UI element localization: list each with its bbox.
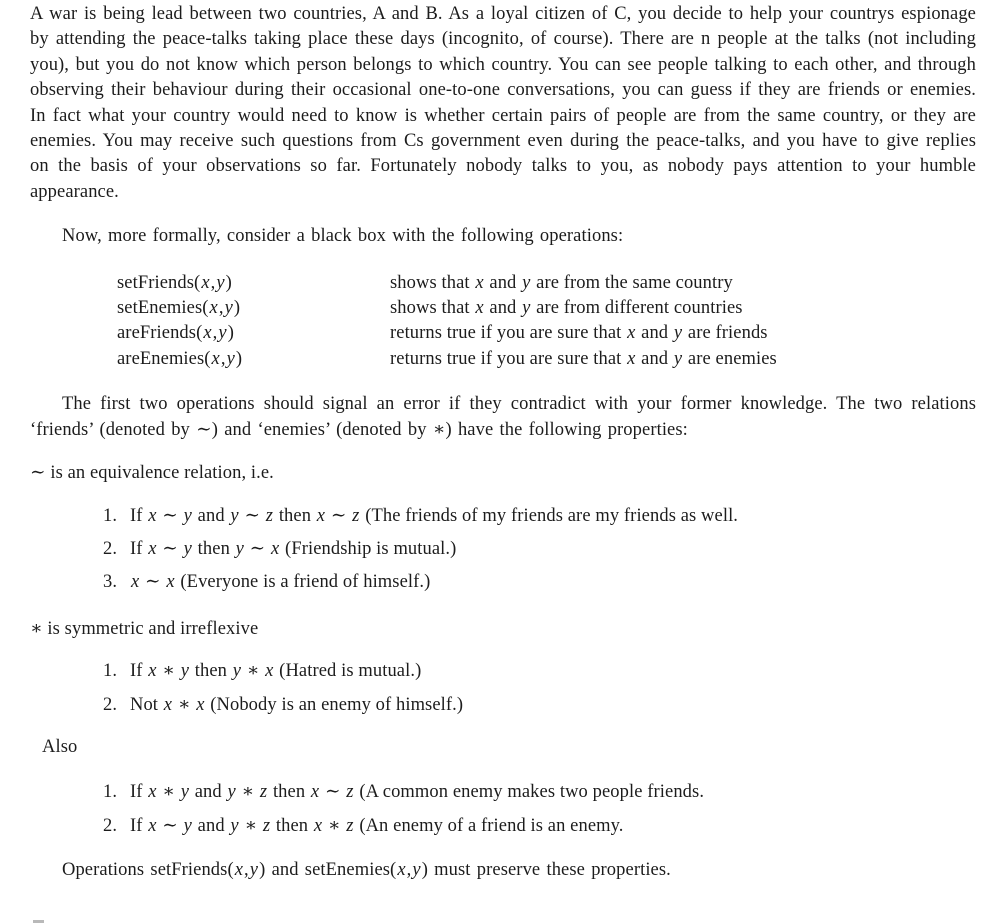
text-segment: ∼: [140, 572, 166, 593]
math-var: y: [673, 323, 683, 344]
text-segment: then: [274, 505, 316, 526]
operation-signature: [117, 347, 390, 372]
math-var: y: [224, 298, 233, 319]
list-item-number: 2.: [103, 694, 118, 715]
text-segment: If: [130, 782, 148, 803]
text-segment: are enemies: [683, 348, 777, 369]
formal-intro-paragraph: Now, more formally, consider a black box with the following operations:: [62, 226, 624, 247]
text-segment: ∼: [157, 538, 183, 559]
text-segment: and: [192, 505, 230, 526]
list-item-number: 1.: [103, 782, 118, 803]
text-segment: (The friends of my friends are my friends as well.: [360, 505, 739, 526]
clipped-next-line-fragment: [33, 920, 44, 923]
list-item-number: 2.: [103, 815, 118, 836]
math-var: x: [148, 815, 157, 836]
text-segment: then: [190, 661, 232, 682]
operation-description: [390, 296, 976, 321]
text-segment: shows that: [390, 298, 475, 319]
operation-description: [390, 347, 976, 372]
math-var: x: [148, 538, 157, 559]
list-item: [103, 504, 976, 529]
operation-description: [390, 321, 976, 346]
properties-paragraph: The first two operations should signal an error if they contradict with your former knowledge. The two relations ‘friends’ (denoted by ∼) and ‘enemies’ (denoted by ∗) have the following properties:: [30, 394, 976, 440]
text-segment: ,: [212, 323, 218, 344]
math-var: y: [522, 272, 531, 293]
list-item-text: [130, 659, 976, 684]
math-var: z: [262, 815, 271, 836]
text-segment: (Nobody is an enemy of himself.): [205, 694, 464, 715]
text-segment: (Hatred is mutual.): [274, 661, 422, 682]
text-segment: ∗: [236, 782, 259, 803]
math-var: y: [183, 505, 192, 526]
math-var: x: [148, 661, 157, 682]
text-segment: If: [130, 815, 148, 836]
math-var: x: [475, 272, 484, 293]
math-var: y: [180, 782, 189, 803]
list-item: [103, 693, 976, 718]
text-segment: and: [484, 298, 522, 319]
text-segment: ,: [210, 272, 216, 293]
text-segment: (An enemy of a friend is an enemy.: [354, 815, 624, 836]
math-var: y: [230, 815, 239, 836]
text-segment: ,: [244, 860, 249, 881]
text-segment: If: [130, 661, 148, 682]
text-segment: setFriends(: [117, 272, 201, 293]
math-var: x: [201, 272, 210, 293]
operation-row-setfriends: [117, 271, 976, 296]
math-var: x: [234, 860, 244, 881]
math-var: x: [265, 661, 274, 682]
text-segment: Operations setFriends(: [62, 860, 234, 881]
operation-signature: [117, 296, 390, 321]
math-var: x: [196, 694, 205, 715]
operations-table: [117, 271, 976, 373]
math-var: y: [412, 860, 421, 881]
math-var: x: [131, 572, 140, 593]
text-segment: returns true if you are sure that: [390, 348, 627, 369]
math-var: x: [166, 572, 175, 593]
text-segment: areEnemies(: [117, 348, 211, 369]
text-segment: ,: [218, 298, 224, 319]
math-var: y: [232, 661, 242, 682]
text-segment: ) and setEnemies(: [259, 860, 397, 881]
text-segment: ): [227, 323, 234, 344]
list-item-number: 2.: [103, 538, 118, 559]
math-var: y: [673, 348, 683, 369]
text-segment: ∗: [239, 815, 262, 836]
list-item-text: [130, 504, 976, 529]
text-segment: ∗: [157, 782, 180, 803]
text-segment: ∼: [239, 505, 265, 526]
text-segment: ,: [220, 348, 226, 369]
text-segment: and: [190, 782, 227, 803]
list-item: [103, 570, 976, 595]
text-segment: then: [271, 815, 313, 836]
text-segment: ): [225, 272, 232, 293]
text-segment: and: [484, 272, 522, 293]
text-segment: ∗: [157, 661, 180, 682]
list-item-text: [130, 537, 976, 562]
text-segment: ∗: [173, 694, 196, 715]
list-item-number: 3.: [103, 572, 118, 593]
math-var: y: [227, 782, 236, 803]
text-segment: Not: [130, 694, 163, 715]
math-var: y: [183, 815, 192, 836]
text-segment: areFriends(: [117, 323, 203, 344]
text-segment: ,: [406, 860, 412, 881]
text-segment: If: [130, 538, 148, 559]
list-item-number: 1.: [103, 505, 118, 526]
text-segment: ∼: [157, 815, 183, 836]
math-var: y: [180, 661, 189, 682]
math-var: x: [211, 348, 220, 369]
text-segment: (A common enemy makes two people friends.: [354, 782, 705, 803]
math-var: x: [627, 348, 636, 369]
math-var: z: [265, 505, 274, 526]
operation-row-areenemies: [117, 347, 976, 372]
friends-relation-heading: ∼ is an equivalence relation, i.e.: [30, 463, 274, 484]
math-var: x: [148, 782, 157, 803]
text-segment: setEnemies(: [117, 298, 209, 319]
math-var: y: [230, 505, 239, 526]
math-var: x: [163, 694, 173, 715]
text-segment: ): [235, 348, 243, 369]
text-segment: ∗: [323, 815, 346, 836]
text-segment: (Everyone is a friend of himself.): [175, 572, 431, 593]
math-var: y: [218, 323, 227, 344]
list-item: [103, 814, 976, 839]
operation-signature: [117, 271, 390, 296]
text-segment: ∼: [326, 505, 352, 526]
text-segment: and: [192, 815, 230, 836]
operation-row-arefriends: [117, 321, 976, 346]
text-segment: If: [130, 505, 148, 526]
text-segment: then: [268, 782, 310, 803]
operation-row-setenemies: [117, 296, 976, 321]
list-item-text: [130, 814, 976, 839]
text-segment: are friends: [683, 323, 768, 344]
math-var: z: [352, 505, 360, 526]
text-segment: then: [192, 538, 235, 559]
math-var: y: [249, 860, 259, 881]
list-item-text: [130, 570, 976, 595]
math-var: z: [259, 782, 268, 803]
math-var: x: [271, 538, 280, 559]
list-item-text: [130, 780, 976, 805]
text-segment: shows that: [390, 272, 475, 293]
math-var: y: [183, 538, 192, 559]
math-var: x: [397, 860, 406, 881]
text-segment: are from the same country: [531, 272, 733, 293]
math-var: x: [209, 298, 218, 319]
math-var: x: [203, 323, 212, 344]
math-var: y: [216, 272, 225, 293]
math-var: y: [226, 348, 235, 369]
list-item: [103, 780, 976, 805]
math-var: x: [310, 782, 320, 803]
text-segment: and: [636, 348, 673, 369]
math-var: x: [316, 505, 326, 526]
list-item: [103, 537, 976, 562]
text-segment: ): [233, 298, 241, 319]
intro-paragraph: A war is being lead between two countries, A and B. As a loyal citizen of C, you decide to help your countrys espionage by attending the peace-talks taking place these days (incognito, of course). There are n people at the talks (not including you), but you do not know which person belongs to which country. You can see people talking to each other, and through observing their behaviour during their occasional one-to-one conversations, you can guess if they are friends or enemies. In fact what your country would need to know is whether certain pairs of people are from the same country, or they are enemies. You may receive such questions from Cs government even during the peace-talks, and you have to give replies on the basis of your observations so far. Fortunately nobody talks to you, as nobody pays attention to your humble appearance.: [30, 4, 976, 202]
text-segment: ∼: [157, 505, 183, 526]
text-segment: ∼: [244, 538, 271, 559]
enemies-properties-list: [30, 659, 976, 718]
list-item: [103, 659, 976, 684]
math-var: x: [627, 323, 636, 344]
list-item-text: [130, 693, 976, 718]
math-var: x: [148, 505, 157, 526]
friends-properties-list: [30, 504, 976, 596]
operation-signature: [117, 321, 390, 346]
text-segment: (Friendship is mutual.): [280, 538, 457, 559]
math-var: x: [475, 298, 484, 319]
text-segment: ∼: [320, 782, 346, 803]
text-segment: returns true if you are sure that: [390, 323, 627, 344]
math-var: z: [346, 815, 354, 836]
closing-paragraph: [30, 858, 976, 883]
operation-description: [390, 271, 976, 296]
list-item-number: 1.: [103, 661, 118, 682]
also-heading: Also: [42, 736, 78, 757]
text-segment: and: [636, 323, 673, 344]
math-var: z: [346, 782, 354, 803]
text-segment: are from different countries: [531, 298, 743, 319]
math-var: y: [235, 538, 244, 559]
math-var: x: [313, 815, 323, 836]
math-var: y: [522, 298, 531, 319]
text-segment: ∗: [242, 661, 265, 682]
also-properties-list: [30, 780, 976, 839]
enemies-relation-heading: ∗ is symmetric and irreflexive: [30, 618, 259, 639]
text-segment: ) must preserve these properties.: [421, 860, 671, 881]
